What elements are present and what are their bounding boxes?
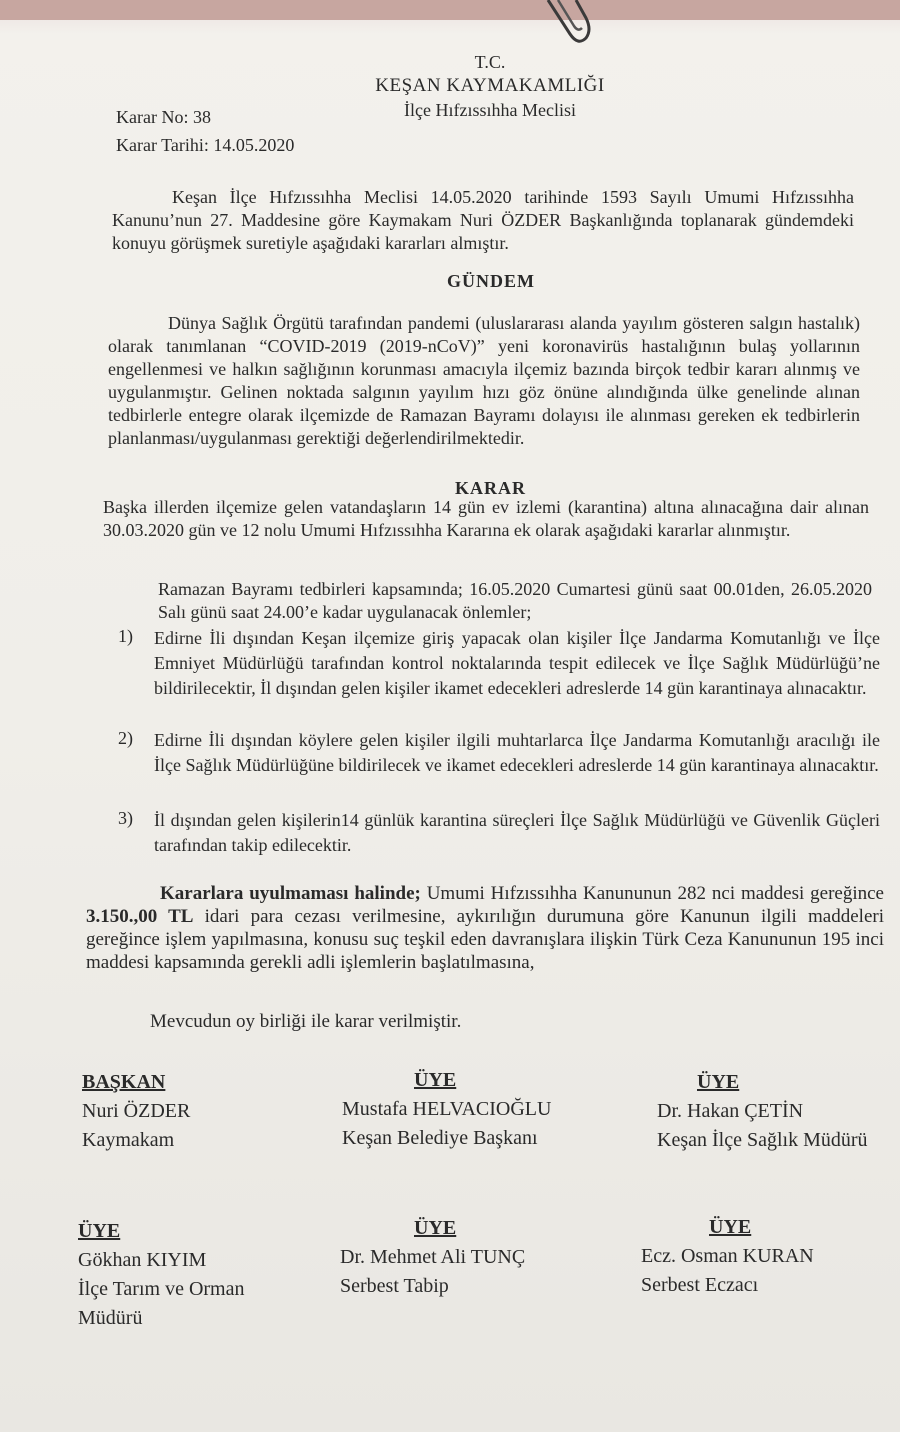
signature-title-cont: Müdürü [78, 1307, 143, 1329]
signature-name: Nuri ÖZDER [82, 1100, 191, 1122]
signature-role: ÜYE [697, 1071, 740, 1093]
consensus-statement: Mevcudun oy birliği ile karar verilmiştir. [150, 1011, 462, 1032]
ramazan-paragraph: Ramazan Bayramı tedbirleri kapsamında; 16.05.2020 Cumartesi günü saat 00.01den, 26.05.2020 Salı günü saat 24.00’e kadar uygulanacak önlemler; [158, 579, 872, 622]
signature-title: Serbest Eczacı [641, 1274, 759, 1296]
penalty-amount: 3.150.,00 TL [86, 906, 194, 927]
signature-block-uye-5 [641, 1213, 814, 1300]
penalty-lead: Kararlara uyulmaması halinde; [160, 883, 421, 904]
signature-title: Kaymakam [82, 1129, 175, 1151]
item-text: İl dışından gelen kişilerin14 günlük karantina süreçleri İlçe Sağlık Müdürlüğü ve Güvenlik Güçleri tarafından takip edilecektir. [154, 810, 880, 855]
gundem-paragraph: Dünya Sağlık Örgütü tarafından pandemi (uluslararası alanda yayılım gösteren salgın hastalık) olarak tanımlanan “COVID-2019 (2019-nCoV)” yeni koronavirüs hastalığının bulaş yollarının engellenmesi ve halkın sağlığının korunması amacıyla ilçemiz bazında birçok tedbir kararı alınmış ve uygulanmıştır. Gelinen noktada salgının yayılım hızı göz önüne alındığında ülke genelinde alınan tedbirlerle entegre olarak ilçemizde de Ramazan Bayramı dolayısı ile alınması gereken ek tedbirlerin planlanması/uygulanması gerektiği değerlendirilmektedir. [108, 313, 860, 448]
karar-intro-paragraph: Başka illerden ilçemize gelen vatandaşların 14 gün ev izlemi (karantina) altına alınacağına dair alınan 30.03.2020 gün ve 12 nolu Umumi Hıfzıssıhha Kararına ek olarak aşağıdaki kararlar alınmıştır. [103, 497, 869, 540]
signature-block-uye-1 [342, 1066, 551, 1153]
penalty-paragraph [86, 882, 884, 974]
signature-name: Gökhan KIYIM [78, 1249, 207, 1271]
header-tc: T.C. [474, 52, 506, 72]
decision-date: Karar Tarihi: 14.05.2020 [116, 135, 295, 155]
signature-block-uye-2 [657, 1068, 868, 1155]
penalty-text-b: idari para cezası verilmesine, aykırılığın durumuna göre Kanunun ilgili maddeleri gereğince işlem yapılmasına, konusu suç teşkil eden davranışlara ilişkin Türk Ceza Kanununun 195 inci maddesi kapsamında gerekli adli işlemlerin başlatılmasına, [86, 906, 884, 973]
header-meclis: İlçe Hıfzıssıhha Meclisi [404, 100, 576, 120]
signature-block-uye-3 [78, 1217, 245, 1333]
signature-role: BAŞKAN [82, 1071, 166, 1093]
item-text: Edirne İli dışından köylere gelen kişiler ilgili muhtarlarca İlçe Jandarma Komutanlığı aracılığı ile İlçe Sağlık Müdürlüğüne bildirilecek ve ikamet edecekleri adreslerde 14 gün karantinaya alınacaktır. [154, 730, 880, 775]
penalty-text-a: Umumi Hıfzıssıhha Kanununun 282 nci maddesi gereğince [420, 883, 884, 904]
intro-paragraph: Keşan İlçe Hıfzıssıhha Meclisi 14.05.2020 tarihinde 1593 Sayılı Umumi Hıfzıssıhha Kanunu’nun 27. Maddesine göre Kaymakam Nuri ÖZDER Başkanlığında toplanarak gündemdeki konuyu görüşmek suretiyle aşağıdaki kararları almıştır. [112, 187, 854, 253]
karar-title: KARAR [455, 478, 526, 498]
signature-role: ÜYE [709, 1216, 752, 1238]
signature-role: ÜYE [414, 1069, 457, 1091]
header-kaymakamlik: KEŞAN KAYMAKAMLIĞI [375, 75, 605, 96]
signature-name: Mustafa HELVACIOĞLU [342, 1098, 552, 1120]
signature-title: Serbest Tabip [340, 1275, 449, 1297]
item-text: Edirne İli dışından Keşan ilçemize giriş yapacak olan kişiler İlçe Jandarma Komutanlığı ve İlçe Emniyet Müdürlüğü tarafından kontrol noktalarında tespit edilecek ve İlçe Sağlık Müdürlüğü’ne bildirilecektir, İl dışından gelen kişiler ikamet edecekleri adreslerde 14 gün karantinaya alınacaktır. [154, 628, 880, 698]
gundem-title: GÜNDEM [447, 271, 535, 291]
item-number: 3) [118, 808, 133, 828]
item-number: 2) [118, 728, 133, 748]
decision-number: Karar No: 38 [116, 107, 211, 127]
signature-block-uye-4 [340, 1214, 525, 1301]
signature-name: Dr. Mehmet Ali TUNÇ [340, 1246, 526, 1268]
item-number: 1) [118, 626, 133, 646]
signature-title: Keşan İlçe Sağlık Müdürü [657, 1129, 868, 1151]
signature-name: Dr. Hakan ÇETİN [657, 1100, 804, 1122]
signature-title: Keşan Belediye Başkanı [342, 1127, 538, 1149]
signature-role: ÜYE [78, 1220, 121, 1242]
signature-title: İlçe Tarım ve Orman [78, 1278, 245, 1300]
signature-name: Ecz. Osman KURAN [641, 1245, 814, 1267]
signature-block-baskan [82, 1068, 190, 1155]
signature-role: ÜYE [414, 1217, 457, 1239]
